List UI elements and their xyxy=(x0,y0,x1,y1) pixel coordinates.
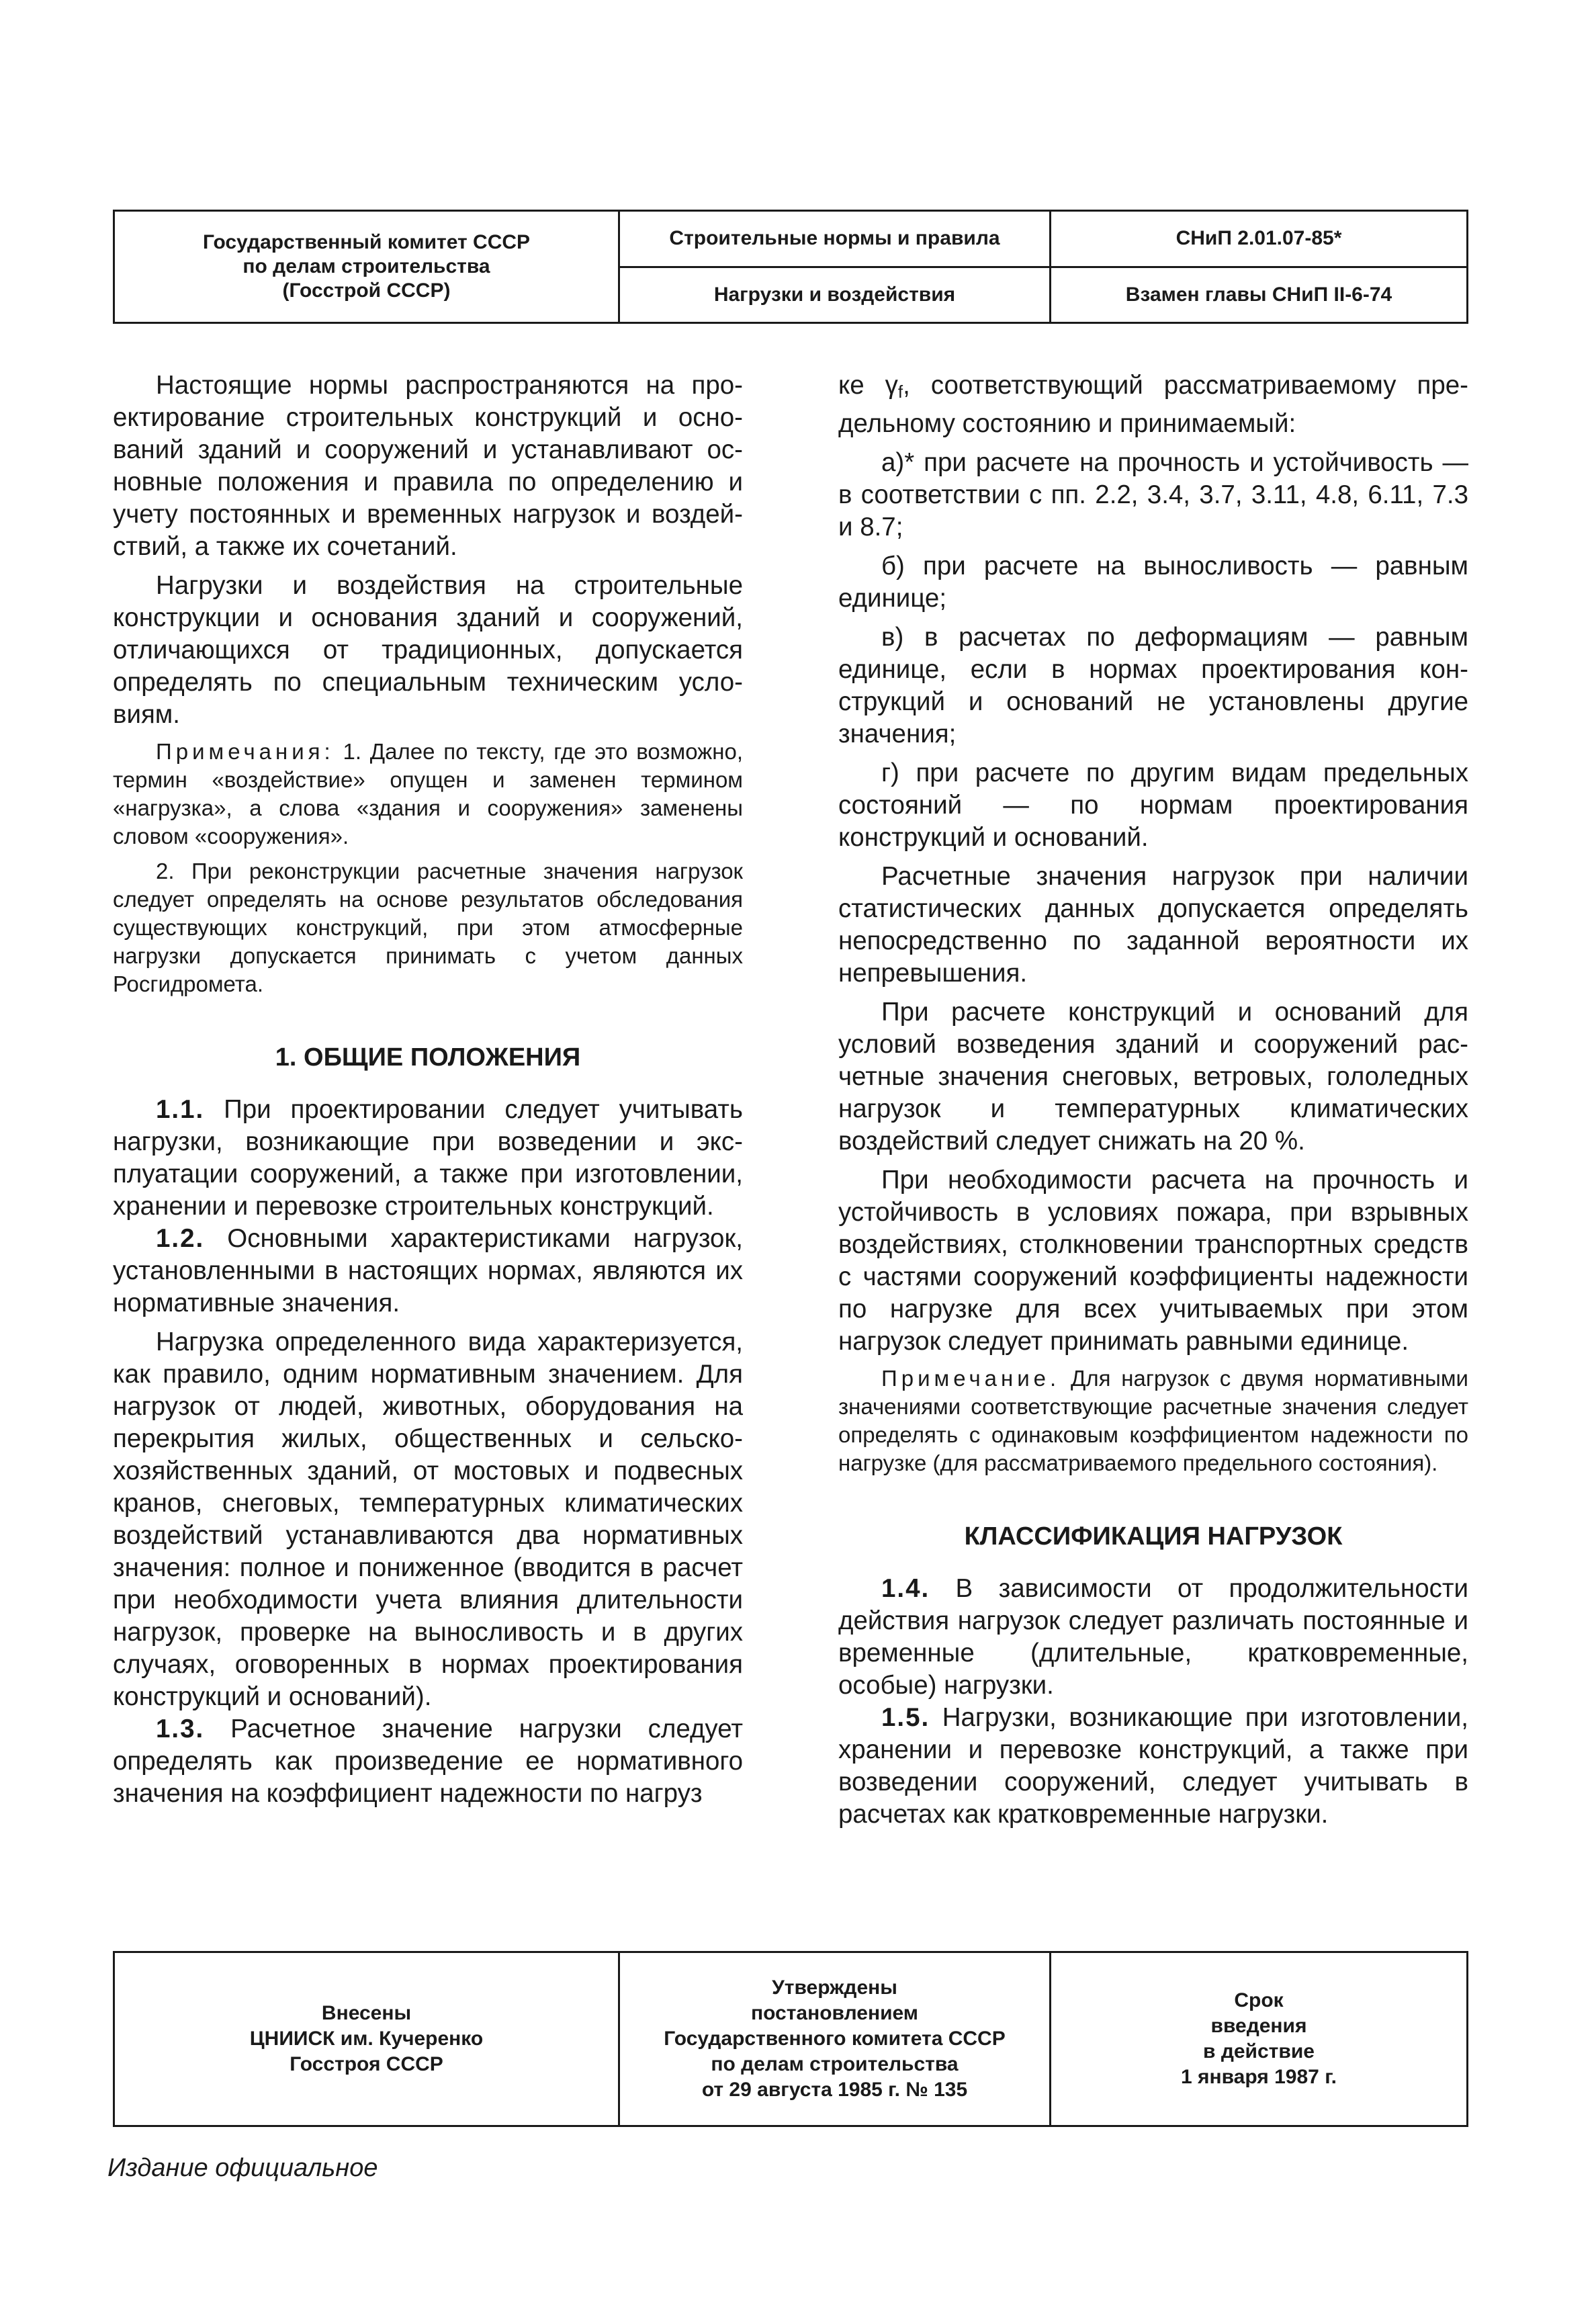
clause-number: 1.1. xyxy=(156,1095,205,1124)
notes-label: Примечания: xyxy=(156,739,335,764)
footer-line: Государственного комитета СССР xyxy=(664,2028,1006,2050)
note xyxy=(838,1364,1468,1477)
edition-label: Издание официальное xyxy=(107,2154,378,2182)
footer-introduced xyxy=(115,1953,620,2125)
header-committee-line: по делам строительства xyxy=(242,255,490,277)
clause-text: В зависимости от продолжительности действия нагрузок следует различать постоянные и временные (длительные, кратковременные, особые) нагрузки. xyxy=(838,1574,1468,1700)
clause-1-3-continued xyxy=(838,370,1468,440)
continued-text: , соответствующий рассматриваемому предельному состоянию и принимаемый: xyxy=(838,371,1468,438)
footer-effective xyxy=(1051,1953,1466,2125)
footer-line: Утверждены xyxy=(772,1977,897,1999)
list-item-b: б) при расчете на выносливость — равным единице; xyxy=(838,552,1468,613)
clause-text: Основными характеристиками нагрузок, установленными в настоящих нормах, являются их нормативные значения. xyxy=(113,1224,743,1317)
footer-line: от 29 августа 1985 г. № 135 xyxy=(701,2079,968,2101)
footer-line: в действие xyxy=(1203,2040,1315,2063)
header-committee-line: (Госстрой СССР) xyxy=(282,279,451,302)
clause-1-5 xyxy=(838,1702,1468,1831)
right-column xyxy=(838,370,1468,1831)
footer-line: по делам строительства xyxy=(711,2053,959,2075)
list-item-a: а)* при расчете на прочность и устойчивость — в соответствии с пп. 2.2, 3.4, 3.7, 3.11, 4.8, 6.11, 7.3 и 8.7; xyxy=(838,448,1468,541)
header-norms-title: Строительные нормы и правила xyxy=(620,212,1049,268)
clause-text: Нагрузки, возникающие при изготовлении, хранении и перевозке конструкций, а также при возведении сооружений, следует учитывать в расчетах как кратковременные нагрузки. xyxy=(838,1703,1468,1829)
list-item-g: г) при расчете по другим видам предельных состояний — по нормам проектирования конструкций и оснований. xyxy=(838,758,1468,852)
clause-number: 1.2. xyxy=(156,1224,205,1253)
clause-1-2 xyxy=(113,1223,743,1319)
clause-number: 1.4. xyxy=(881,1574,930,1603)
header-committee xyxy=(115,212,620,322)
header-document-code: СНиП 2.01.07-85* xyxy=(1051,212,1466,268)
note-1: 1. Далее по тексту, где это возможно, термин «воздействие» опущен и заменен термином «нагрузка», а слова «здания и сооружения» заменены словом «сооружения». xyxy=(113,739,743,849)
continued-text: ке γ xyxy=(838,371,898,400)
header-replaces: Взамен главы СНиП II-6-74 xyxy=(1125,283,1392,306)
paragraph-fire: При необходимости расчета на прочность и устойчивость в условиях пожара, при взрывных воздействиях, столкновении транспортных средств с частями сооружений коэффициенты надежности по нагрузке для всех учитываемых при этом нагрузок следует принимать равными единице. xyxy=(838,1166,1468,1356)
note-text: Для нагрузок с двумя нормативными значениями соответствующие расчетные значения следует определять с одинаковым коэффициентом надежности по нагрузке (для рассматриваемого предельного состояния). xyxy=(838,1366,1468,1475)
note-label: Примечание. xyxy=(881,1366,1061,1391)
clause-number: 1.3. xyxy=(156,1714,205,1743)
clause-1-3 xyxy=(113,1713,743,1810)
header-middle xyxy=(620,212,1051,322)
footer-approved xyxy=(620,1953,1051,2125)
footer-line: 1 января 1987 г. xyxy=(1180,2066,1337,2088)
footer-line: постановлением xyxy=(751,2002,918,2024)
paragraph-erection: При расчете конструкций и оснований для условий возведения зданий и сооружений расчетные значения снеговых, ветровых, гололедных нагрузок и температурных климатических воздействий следует снижать на 20 %. xyxy=(838,998,1468,1156)
header-right xyxy=(1051,212,1466,322)
footer-table xyxy=(113,1951,1468,2127)
clause-number: 1.5. xyxy=(881,1703,930,1732)
paragraph-statistical: Расчетные значения нагрузок при наличии статистических данных допускается определять непосредственно по заданной вероятности их непревышения. xyxy=(838,862,1468,988)
clause-text: При проектировании следует учитывать нагрузки, возникающие при возведении и эксплуатации сооружений, а также при изготовлении, хранении и перевозке строительных конструкций. xyxy=(113,1095,743,1221)
notes xyxy=(113,738,743,851)
footer-line: Внесены xyxy=(321,2002,412,2024)
footer-line: ЦНИИСК им. Кучеренко xyxy=(249,2028,484,2050)
clause-1-2-continued: Нагрузка определенного вида характеризуется, как правило, одним нормативным значением. Для нагрузок от людей, животных, оборудования на перекрытия жилых, общественных и сельскохозяйственных зданий, от мостовых и подвесных кранов, снеговых, температурных климатических воздействий устанавливаются два нормативных значения: полное и пониженное (вводится в расчет при необходимости учета влияния длительности нагрузок, проверке на выносливость и в других случаях, оговоренных в нормах проектирования конструкций и оснований). xyxy=(113,1328,743,1711)
clause-text: Расчетное значение нагрузки следует определять как произведение ее нормативного значения на коэффициент надежности по нагруз xyxy=(113,1714,743,1808)
footer-line: Госстроя СССР xyxy=(290,2053,443,2075)
note-2: 2. При реконструкции расчетные значения нагрузок следует определять на основе результатов обследования существующих конструкций, при этом атмосферные нагрузки допускается принимать с учетом данных Росгидромета. xyxy=(113,859,743,996)
header-committee-line: Государственный комитет СССР xyxy=(202,231,531,253)
intro-paragraph: Настоящие нормы распространяются на проектирование строительных конструкций и оснований зданий и сооружений и устанавливают основные положения и правила по определению и учету постоянных и временных нагрузок и воздействий, а также их сочетаний. xyxy=(113,371,743,561)
clause-1-4 xyxy=(838,1573,1468,1702)
footer-line: Срок xyxy=(1234,1989,1284,2011)
header-table xyxy=(113,210,1468,324)
header-subject: Нагрузки и воздействия xyxy=(713,283,956,306)
footer-line: введения xyxy=(1210,2015,1307,2037)
list-item-v: в) в расчетах по деформациям — равным единице, если в нормах проектирования конструкций и оснований не установлены другие значения; xyxy=(838,623,1468,748)
section-title: 1. ОБЩИЕ ПОЛОЖЕНИЯ xyxy=(275,1043,581,1072)
left-column xyxy=(113,370,743,1810)
intro-paragraph: Нагрузки и воздействия на строительные конструкции и основания зданий и сооружений, отличающихся от традиционных, допускается определять по специальным техническим условиям. xyxy=(113,571,743,729)
gamma-subscript: f xyxy=(897,382,903,402)
clause-1-1 xyxy=(113,1094,743,1223)
section-title: КЛАССИФИКАЦИЯ НАГРУЗОК xyxy=(964,1522,1343,1551)
